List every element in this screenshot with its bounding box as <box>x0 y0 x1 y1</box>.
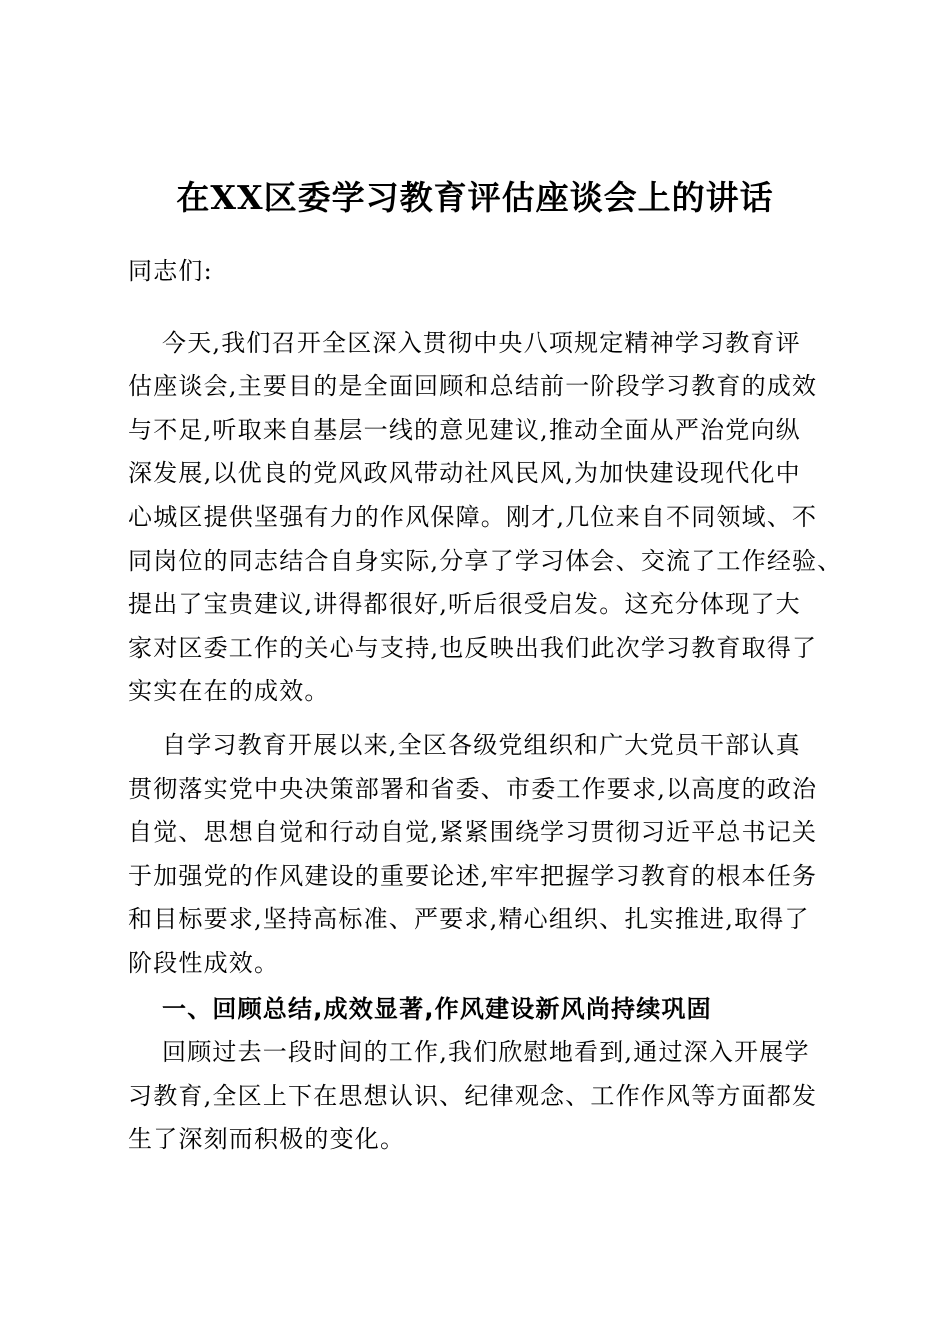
paragraph-1 <box>128 322 843 714</box>
text-line: 今天,我们召开全区深入贯彻中央八项规定精神学习教育评 <box>162 328 801 357</box>
text-line: 同岗位的同志结合自身实际,分享了学习体会、交流了工作经验、 <box>128 546 843 575</box>
paragraph-3 <box>128 1031 838 1162</box>
text-line: 习教育,全区上下在思想认识、纪律观念、工作作风等方面都发 <box>128 1081 818 1110</box>
text-line: 深发展,以优良的党风政风带动社风民风,为加快建设现代化中 <box>128 459 801 488</box>
text-line: 实实在在的成效。 <box>128 677 330 706</box>
text-line: 家对区委工作的关心与支持,也反映出我们此次学习教育取得了 <box>128 633 818 662</box>
text-line: 贯彻落实党中央决策部署和省委、市委工作要求,以高度的政治 <box>128 774 818 803</box>
text-line: 心城区提供坚强有力的作风保障。刚才,几位来自不同领域、不 <box>128 502 818 531</box>
text-line: 自学习教育开展以来,全区各级党组织和广大党员干部认真 <box>162 730 801 759</box>
text-line: 回顾过去一段时间的工作,我们欣慰地看到,通过深入开展学 <box>162 1038 810 1067</box>
document-body <box>128 250 843 1162</box>
text-line: 与不足,听取来自基层一线的意见建议,推动全面从严治党向纵 <box>128 415 801 444</box>
text-line: 生了深刻而积极的变化。 <box>128 1125 406 1154</box>
document-title: 在XX区委学习教育评估座谈会上的讲话 <box>176 178 774 217</box>
text-line: 和目标要求,坚持高标准、严要求,精心组织、扎实推进,取得了 <box>128 905 810 934</box>
salutation: 同志们: <box>128 257 213 285</box>
text-line: 自觉、思想自觉和行动自觉,紧紧围绕学习贯彻习近平总书记关 <box>128 818 818 847</box>
paragraph-2 <box>128 724 838 986</box>
text-line: 阶段性成效。 <box>128 948 280 977</box>
section-heading: 一、回顾总结,成效显著,作风建设新风尚持续巩固 <box>162 994 712 1023</box>
text-line: 估座谈会,主要目的是全面回顾和总结前一阶段学习教育的成效 <box>128 372 818 401</box>
text-line: 提出了宝贵建议,讲得都很好,听后很受启发。这充分体现了大 <box>128 590 801 619</box>
text-line: 于加强党的作风建设的重要论述,牢牢把握学习教育的根本任务 <box>128 861 818 890</box>
